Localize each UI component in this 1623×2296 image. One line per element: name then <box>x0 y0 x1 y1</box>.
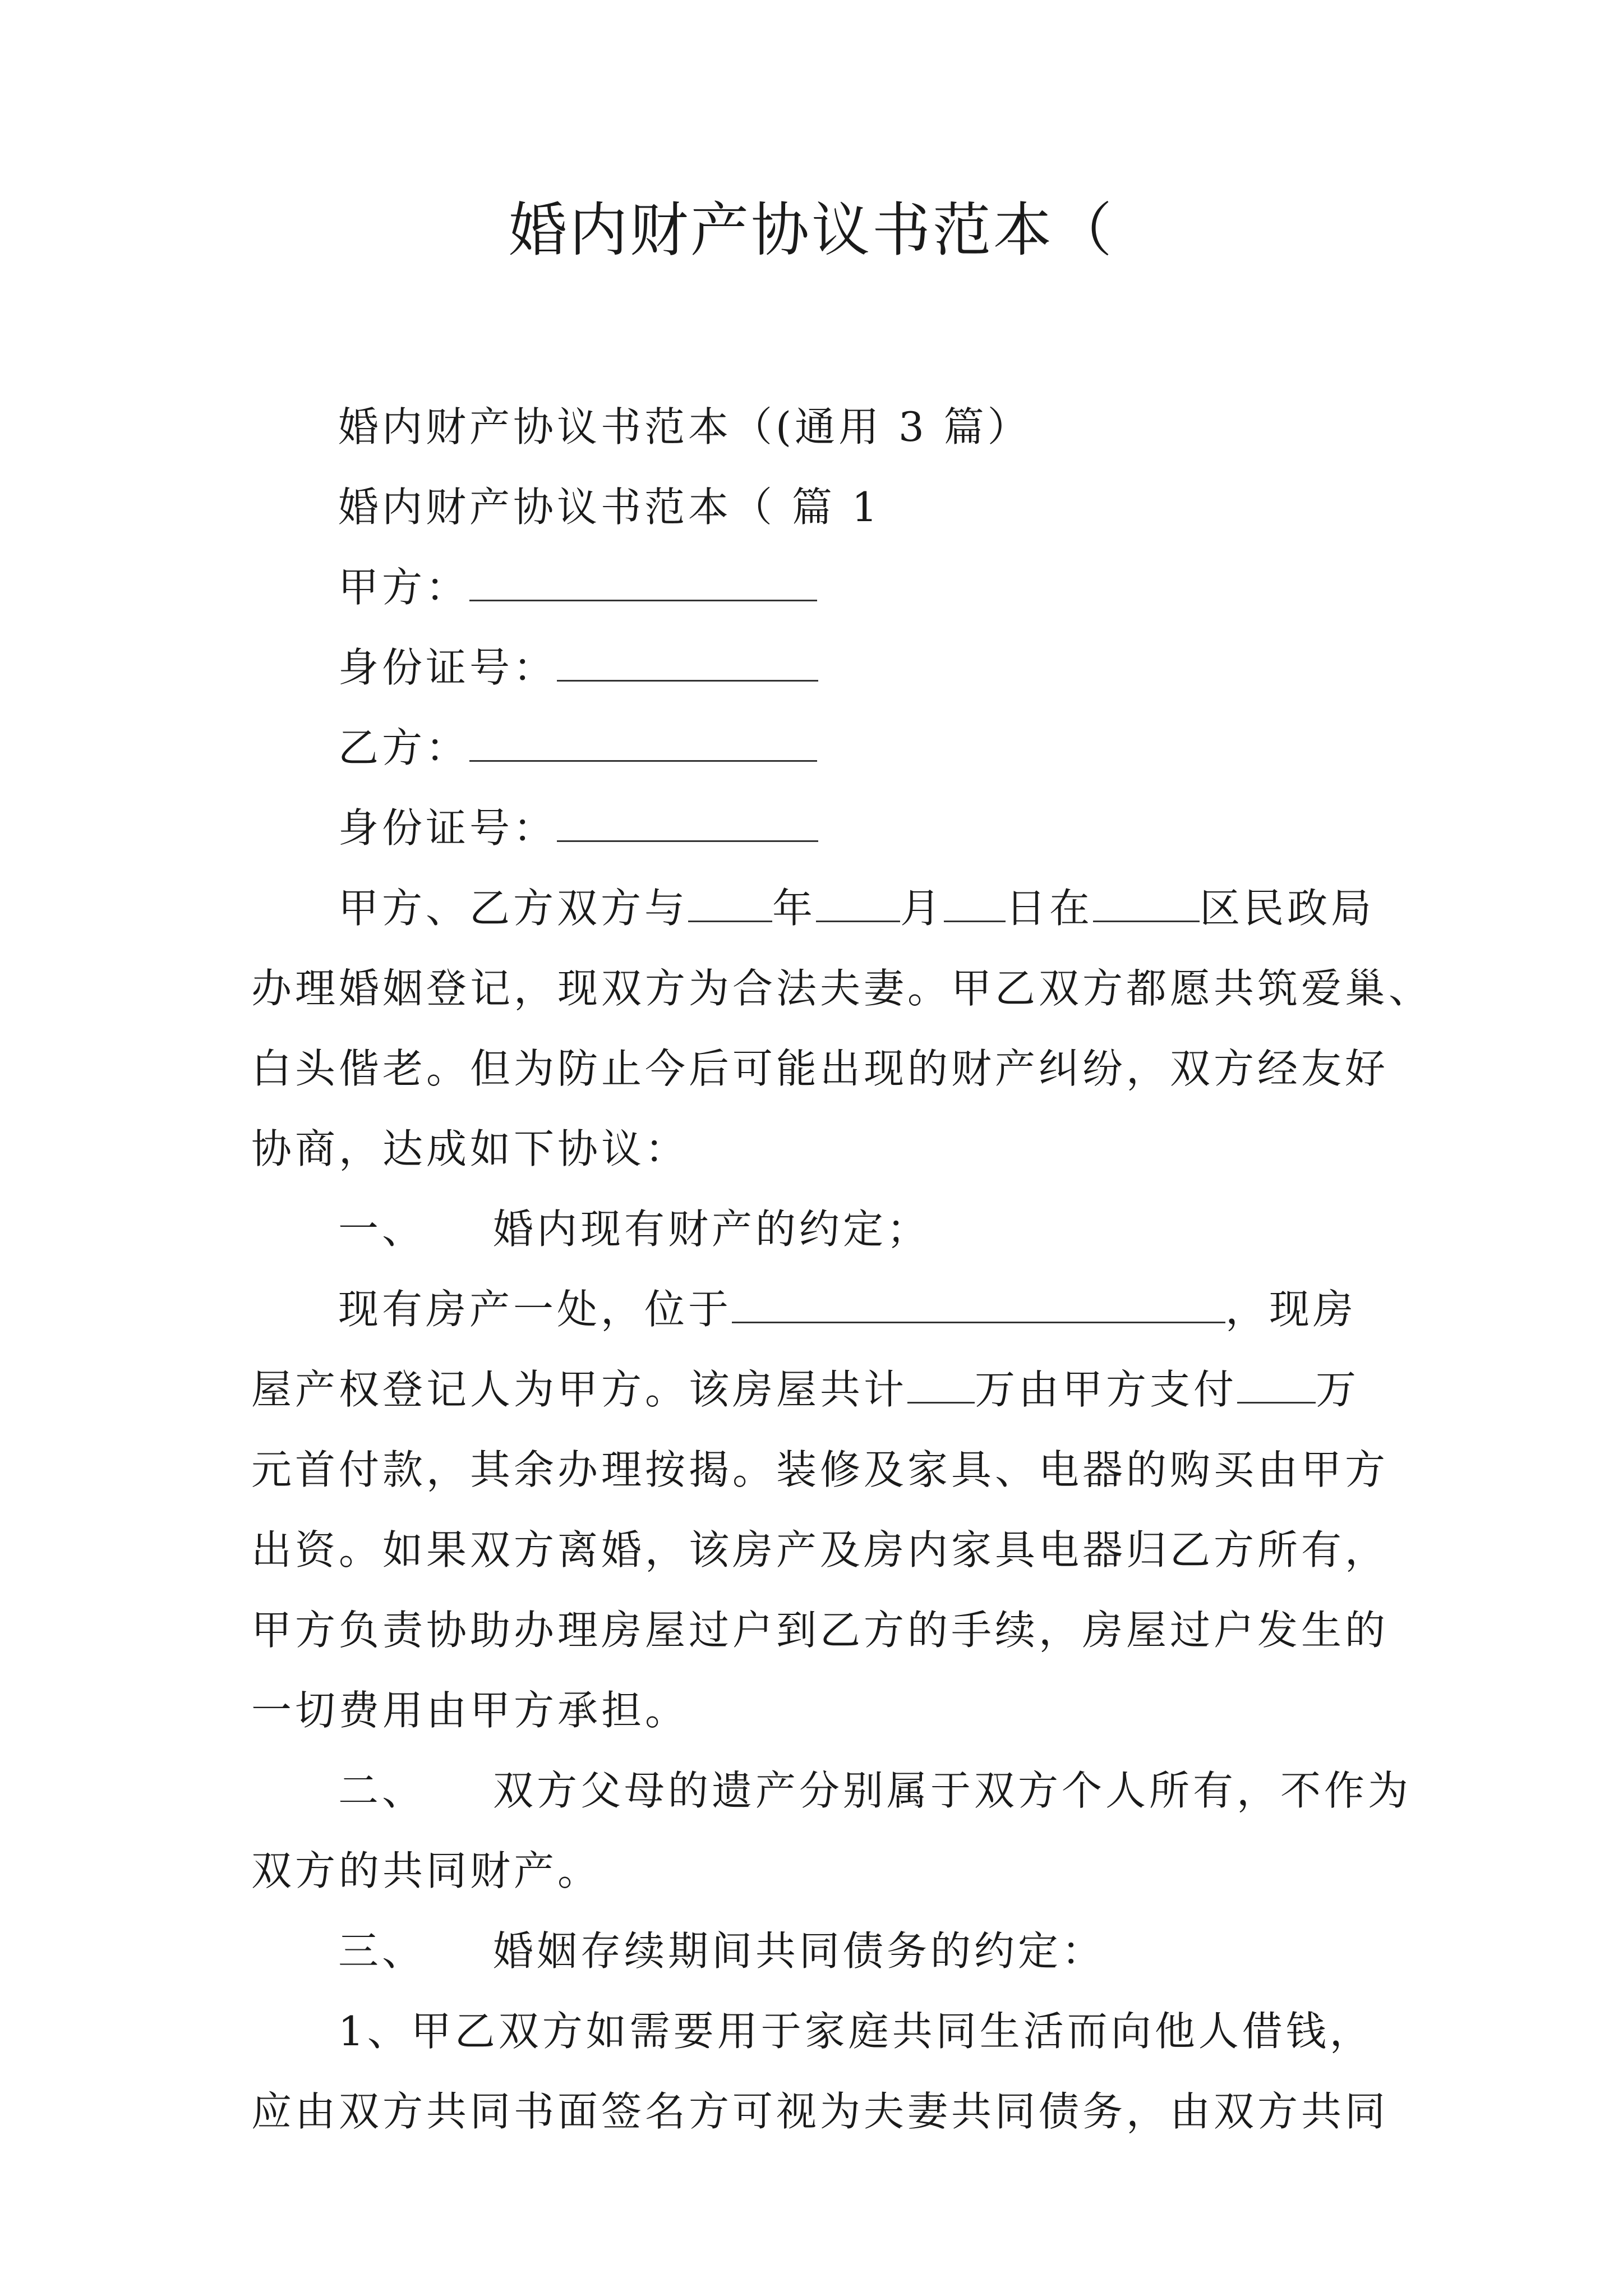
paragraph-line: 一切费用由甲方承担。 <box>251 1687 689 1734</box>
item-three-heading <box>251 1911 1390 1991</box>
district-blank[interactable] <box>1093 887 1200 922</box>
document-subtitle: 婚内财产协议书范本（(通用 3 篇） <box>338 403 1031 450</box>
paragraph-line: 出资。如果双方离婚，该房产及房内家具电器归乙方所有， <box>251 1526 1389 1573</box>
item-text: 婚姻存续期间共同债务的约定： <box>493 1927 1106 1975</box>
paragraph-line: 1、甲乙双方如需要用于家庭共同生活而向他人借钱， <box>338 2008 1373 2055</box>
party-b-id-row <box>251 788 1390 868</box>
text-segment: 年 <box>772 885 817 932</box>
item-number: 三、 <box>338 1927 426 1975</box>
total-price-blank[interactable] <box>907 1368 975 1404</box>
party-a-blank[interactable] <box>469 566 817 601</box>
item-one-heading <box>251 1189 1390 1269</box>
text-segment: 万 <box>1316 1366 1360 1413</box>
text-segment: 区民政局 <box>1200 885 1375 932</box>
party-b-id-blank[interactable] <box>557 807 818 842</box>
text-segment: 甲方、乙方双方与 <box>338 885 689 932</box>
text-segment: 月 <box>900 885 944 932</box>
day-blank[interactable] <box>944 887 1006 922</box>
paragraph-line: 应由双方共同书面签名方可视为夫妻共同债务，由双方共同 <box>251 2088 1389 2135</box>
text-segment: ，现房 <box>1225 1286 1357 1333</box>
party-a-label: 甲方： <box>338 564 470 611</box>
text-segment: 现有房产一处，位于 <box>338 1286 732 1333</box>
document-body <box>251 387 1433 2152</box>
item-number: 二、 <box>338 1767 426 1814</box>
item-number: 一、 <box>338 1205 426 1253</box>
paragraph-line: 甲方负责协助办理房屋过户到乙方的手续，房屋过户发生的 <box>251 1607 1389 1654</box>
text-segment: 万由甲方支付 <box>975 1366 1238 1413</box>
party-b-row <box>251 708 1390 788</box>
paragraph-line: 白头偕老。但为防止今后可能出现的财产纠纷，双方经友好 <box>251 1045 1389 1092</box>
paragraph-line: 协商，达成如下协议： <box>251 1125 689 1172</box>
year-blank[interactable] <box>688 887 772 922</box>
text-segment: 日在 <box>1006 885 1094 932</box>
party-a-id-blank[interactable] <box>557 646 818 682</box>
party-a-row <box>251 547 1390 628</box>
paragraph-line: 双方的共同财产。 <box>251 1847 602 1894</box>
section-heading: 婚内财产协议书范本（ 篇 1 <box>338 484 881 531</box>
paragraph-line: 办理婚姻登记，现双方为合法夫妻。甲乙双方都愿共筑爱巢、 <box>251 965 1433 1012</box>
item-text: 双方父母的遗产分别属于双方个人所有，不作为 <box>493 1767 1412 1814</box>
month-blank[interactable] <box>816 887 900 922</box>
address-blank[interactable] <box>732 1288 1225 1323</box>
party-b-id-label: 身份证号： <box>338 804 557 852</box>
text-segment: 屋产权登记人为甲方。该房屋共计 <box>251 1366 908 1413</box>
item-two-heading <box>251 1751 1412 1831</box>
paragraph-registration-line1 <box>251 868 1390 949</box>
party-b-blank[interactable] <box>469 726 817 762</box>
party-a-id-row <box>251 628 1390 708</box>
party-a-id-label: 身份证号： <box>338 644 557 691</box>
paragraph-property-line2 <box>251 1350 1390 1430</box>
paragraph-property-line1 <box>251 1269 1390 1350</box>
party-b-label: 乙方： <box>338 724 470 771</box>
paragraph-line: 元首付款，其余办理按揭。装修及家具、电器的购买由甲方 <box>251 1446 1389 1493</box>
item-text: 婚内现有财产的约定； <box>493 1205 931 1253</box>
document-title: 婚内财产协议书范本（ <box>508 196 1114 264</box>
down-payment-blank[interactable] <box>1237 1368 1316 1404</box>
